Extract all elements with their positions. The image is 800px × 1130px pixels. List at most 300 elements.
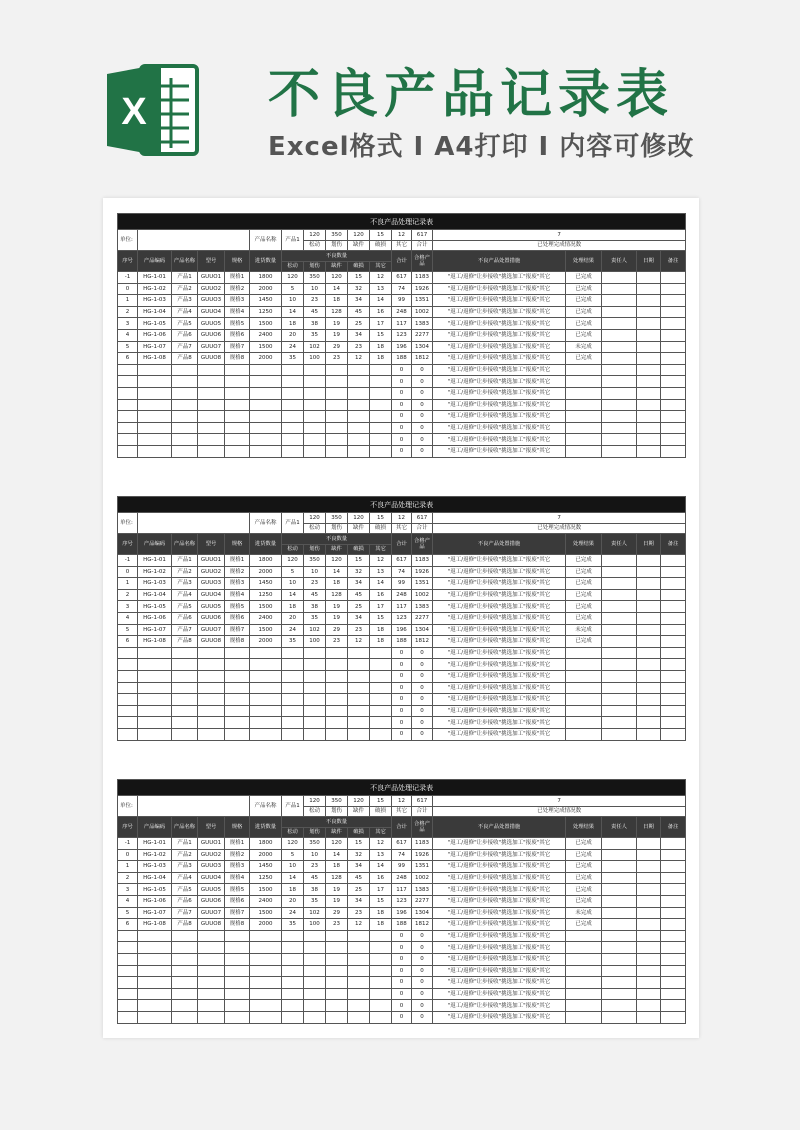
cell-name[interactable] [172, 694, 198, 706]
cell-total[interactable]: 0 [392, 434, 412, 446]
cell-total[interactable]: 123 [392, 329, 412, 341]
cell-defect[interactable]: 102 [304, 624, 326, 636]
cell-defect[interactable]: 14 [326, 566, 348, 578]
cell-result[interactable]: 已完成 [566, 861, 602, 873]
cell-total[interactable]: 0 [392, 659, 412, 671]
cell-defect[interactable] [304, 670, 326, 682]
cell-measure[interactable]: "返工/返修"让步接收"挑选加工"报废"其它 [433, 647, 566, 659]
cell-defect[interactable] [282, 399, 304, 411]
cell-spec[interactable]: 规格4 [225, 306, 250, 318]
cell-total[interactable]: 0 [392, 694, 412, 706]
cell-code[interactable] [138, 387, 172, 399]
cell-name[interactable]: 产品1 [172, 555, 198, 567]
cell-model[interactable] [198, 364, 225, 376]
cell-defect[interactable] [304, 694, 326, 706]
cell-code[interactable] [138, 1000, 172, 1012]
cell-code[interactable]: HG-1-02 [138, 849, 172, 861]
cell-qty[interactable] [250, 387, 282, 399]
cell-defect[interactable] [282, 647, 304, 659]
cell-model[interactable] [198, 942, 225, 954]
cell-qty[interactable]: 1250 [250, 306, 282, 318]
cell-measure[interactable]: "返工/返修"让步接收"挑选加工"报废"其它 [433, 682, 566, 694]
cell-measure[interactable]: "返工/返修"让步接收"挑选加工"报废"其它 [433, 364, 566, 376]
cell-result[interactable]: 已完成 [566, 589, 602, 601]
cell-name[interactable]: 产品8 [172, 353, 198, 365]
cell-good[interactable]: 0 [412, 682, 433, 694]
cell-defect[interactable]: 128 [326, 872, 348, 884]
cell-qty[interactable] [250, 647, 282, 659]
cell-code[interactable] [138, 953, 172, 965]
cell-owner[interactable] [602, 636, 637, 648]
cell-defect[interactable] [304, 411, 326, 423]
cell-spec[interactable]: 规格7 [225, 907, 250, 919]
cell-defect[interactable] [282, 977, 304, 989]
cell-defect[interactable] [348, 965, 370, 977]
cell-remark[interactable] [661, 272, 686, 284]
cell-owner[interactable] [602, 601, 637, 613]
cell-defect[interactable]: 18 [326, 578, 348, 590]
cell-date[interactable] [637, 1000, 661, 1012]
cell-good[interactable]: 1183 [412, 272, 433, 284]
cell-name[interactable]: 产品3 [172, 578, 198, 590]
cell-total[interactable]: 248 [392, 872, 412, 884]
cell-measure[interactable]: "返工/返修"让步接收"挑选加工"报废"其它 [433, 411, 566, 423]
cell-defect[interactable]: 23 [326, 919, 348, 931]
cell-total[interactable]: 0 [392, 988, 412, 1000]
cell-defect[interactable]: 14 [370, 578, 392, 590]
cell-model[interactable] [198, 399, 225, 411]
cell-qty[interactable]: 1500 [250, 341, 282, 353]
unit-field[interactable] [138, 796, 250, 817]
cell-result[interactable]: 已完成 [566, 895, 602, 907]
cell-qty[interactable]: 1500 [250, 318, 282, 330]
cell-seq[interactable]: 3 [118, 318, 138, 330]
cell-code[interactable]: HG-1-05 [138, 884, 172, 896]
cell-defect[interactable]: 13 [370, 849, 392, 861]
cell-spec[interactable] [225, 659, 250, 671]
cell-result[interactable] [566, 445, 602, 457]
cell-seq[interactable]: 1 [118, 861, 138, 873]
cell-date[interactable] [637, 612, 661, 624]
cell-model[interactable] [198, 717, 225, 729]
cell-code[interactable] [138, 364, 172, 376]
cell-model[interactable]: GUUO7 [198, 907, 225, 919]
cell-defect[interactable] [282, 670, 304, 682]
cell-result[interactable]: 未完成 [566, 341, 602, 353]
cell-name[interactable] [172, 977, 198, 989]
cell-remark[interactable] [661, 647, 686, 659]
cell-code[interactable]: HG-1-07 [138, 341, 172, 353]
cell-defect[interactable]: 20 [282, 329, 304, 341]
cell-result[interactable]: 已完成 [566, 636, 602, 648]
cell-model[interactable]: GUUO6 [198, 329, 225, 341]
cell-defect[interactable] [282, 953, 304, 965]
cell-result[interactable] [566, 659, 602, 671]
cell-measure[interactable]: "返工/返修"让步接收"挑选加工"报废"其它 [433, 1000, 566, 1012]
cell-defect[interactable]: 10 [304, 566, 326, 578]
cell-code[interactable]: HG-1-06 [138, 895, 172, 907]
cell-date[interactable] [637, 341, 661, 353]
cell-name[interactable] [172, 705, 198, 717]
cell-date[interactable] [637, 647, 661, 659]
cell-defect[interactable] [282, 988, 304, 1000]
cell-result[interactable] [566, 717, 602, 729]
cell-good[interactable]: 1383 [412, 318, 433, 330]
cell-measure[interactable]: "返工/返修"让步接收"挑选加工"报废"其它 [433, 965, 566, 977]
cell-owner[interactable] [602, 353, 637, 365]
cell-defect[interactable]: 12 [370, 272, 392, 284]
cell-defect[interactable]: 350 [304, 272, 326, 284]
cell-defect[interactable]: 12 [370, 555, 392, 567]
cell-spec[interactable] [225, 670, 250, 682]
cell-seq[interactable] [118, 422, 138, 434]
cell-good[interactable]: 0 [412, 670, 433, 682]
cell-defect[interactable]: 100 [304, 919, 326, 931]
cell-defect[interactable]: 38 [304, 884, 326, 896]
cell-defect[interactable] [348, 434, 370, 446]
cell-owner[interactable] [602, 919, 637, 931]
cell-defect[interactable] [348, 942, 370, 954]
cell-defect[interactable] [326, 445, 348, 457]
cell-defect[interactable]: 15 [370, 329, 392, 341]
cell-result[interactable] [566, 988, 602, 1000]
cell-qty[interactable]: 1450 [250, 295, 282, 307]
cell-defect[interactable] [304, 1000, 326, 1012]
cell-date[interactable] [637, 872, 661, 884]
cell-code[interactable] [138, 717, 172, 729]
cell-owner[interactable] [602, 705, 637, 717]
cell-seq[interactable]: -1 [118, 838, 138, 850]
cell-owner[interactable] [602, 306, 637, 318]
cell-defect[interactable] [348, 376, 370, 388]
cell-measure[interactable]: "返工/返修"让步接收"挑选加工"报废"其它 [433, 306, 566, 318]
cell-defect[interactable] [348, 445, 370, 457]
cell-defect[interactable] [304, 930, 326, 942]
cell-code[interactable]: HG-1-01 [138, 555, 172, 567]
cell-total[interactable]: 0 [392, 930, 412, 942]
cell-date[interactable] [637, 601, 661, 613]
cell-defect[interactable]: 16 [370, 306, 392, 318]
cell-defect[interactable]: 18 [326, 295, 348, 307]
cell-result[interactable] [566, 930, 602, 942]
cell-defect[interactable]: 45 [348, 872, 370, 884]
cell-defect[interactable] [348, 717, 370, 729]
cell-defect[interactable] [370, 399, 392, 411]
cell-qty[interactable] [250, 422, 282, 434]
cell-name[interactable]: 产品3 [172, 295, 198, 307]
cell-seq[interactable] [118, 1011, 138, 1023]
cell-result[interactable] [566, 942, 602, 954]
cell-defect[interactable]: 23 [348, 907, 370, 919]
cell-measure[interactable]: "返工/返修"让步接收"挑选加工"报废"其它 [433, 849, 566, 861]
cell-defect[interactable]: 23 [304, 861, 326, 873]
cell-spec[interactable]: 规格6 [225, 612, 250, 624]
cell-defect[interactable]: 120 [326, 272, 348, 284]
cell-result[interactable] [566, 694, 602, 706]
cell-qty[interactable]: 2400 [250, 329, 282, 341]
cell-code[interactable] [138, 399, 172, 411]
cell-owner[interactable] [602, 329, 637, 341]
cell-defect[interactable]: 120 [282, 555, 304, 567]
cell-measure[interactable]: "返工/返修"让步接收"挑选加工"报废"其它 [433, 872, 566, 884]
cell-remark[interactable] [661, 566, 686, 578]
cell-model[interactable] [198, 728, 225, 740]
cell-defect[interactable] [304, 434, 326, 446]
cell-name[interactable] [172, 988, 198, 1000]
cell-defect[interactable] [326, 694, 348, 706]
cell-defect[interactable] [304, 953, 326, 965]
cell-defect[interactable]: 19 [326, 895, 348, 907]
cell-good[interactable]: 1304 [412, 341, 433, 353]
cell-date[interactable] [637, 329, 661, 341]
cell-name[interactable]: 产品8 [172, 919, 198, 931]
cell-total[interactable]: 0 [392, 965, 412, 977]
cell-defect[interactable]: 350 [304, 555, 326, 567]
cell-measure[interactable]: "返工/返修"让步接收"挑选加工"报废"其它 [433, 942, 566, 954]
cell-qty[interactable] [250, 694, 282, 706]
cell-defect[interactable]: 19 [326, 884, 348, 896]
cell-measure[interactable]: "返工/返修"让步接收"挑选加工"报废"其它 [433, 353, 566, 365]
cell-defect[interactable]: 23 [304, 295, 326, 307]
cell-defect[interactable] [282, 411, 304, 423]
cell-measure[interactable]: "返工/返修"让步接收"挑选加工"报废"其它 [433, 578, 566, 590]
cell-defect[interactable]: 32 [348, 849, 370, 861]
cell-model[interactable]: GUUO4 [198, 589, 225, 601]
cell-defect[interactable] [304, 717, 326, 729]
cell-owner[interactable] [602, 422, 637, 434]
cell-qty[interactable] [250, 682, 282, 694]
cell-defect[interactable] [326, 670, 348, 682]
cell-defect[interactable] [370, 376, 392, 388]
cell-good[interactable]: 1351 [412, 295, 433, 307]
cell-date[interactable] [637, 694, 661, 706]
cell-defect[interactable] [370, 1011, 392, 1023]
cell-defect[interactable] [326, 1000, 348, 1012]
cell-name[interactable]: 产品5 [172, 601, 198, 613]
cell-name[interactable]: 产品7 [172, 624, 198, 636]
cell-defect[interactable] [326, 728, 348, 740]
cell-qty[interactable]: 2000 [250, 353, 282, 365]
cell-owner[interactable] [602, 884, 637, 896]
cell-defect[interactable]: 17 [370, 601, 392, 613]
cell-defect[interactable] [370, 364, 392, 376]
cell-defect[interactable] [370, 445, 392, 457]
cell-owner[interactable] [602, 589, 637, 601]
cell-owner[interactable] [602, 341, 637, 353]
cell-defect[interactable] [282, 694, 304, 706]
product-name-value[interactable]: 产品1 [282, 796, 304, 817]
cell-qty[interactable] [250, 399, 282, 411]
cell-seq[interactable] [118, 728, 138, 740]
cell-total[interactable]: 74 [392, 849, 412, 861]
cell-seq[interactable] [118, 445, 138, 457]
cell-qty[interactable]: 2400 [250, 612, 282, 624]
cell-measure[interactable]: "返工/返修"让步接收"挑选加工"报废"其它 [433, 272, 566, 284]
cell-remark[interactable] [661, 977, 686, 989]
cell-name[interactable]: 产品6 [172, 329, 198, 341]
cell-code[interactable] [138, 376, 172, 388]
cell-defect[interactable]: 18 [370, 341, 392, 353]
cell-seq[interactable] [118, 682, 138, 694]
cell-owner[interactable] [602, 682, 637, 694]
cell-defect[interactable] [348, 647, 370, 659]
cell-remark[interactable] [661, 884, 686, 896]
cell-result[interactable]: 已完成 [566, 872, 602, 884]
cell-qty[interactable]: 2000 [250, 849, 282, 861]
cell-defect[interactable]: 128 [326, 306, 348, 318]
cell-model[interactable] [198, 965, 225, 977]
cell-defect[interactable] [304, 445, 326, 457]
cell-date[interactable] [637, 422, 661, 434]
cell-qty[interactable]: 1450 [250, 578, 282, 590]
cell-code[interactable]: HG-1-05 [138, 318, 172, 330]
cell-seq[interactable] [118, 659, 138, 671]
cell-owner[interactable] [602, 965, 637, 977]
cell-model[interactable] [198, 434, 225, 446]
cell-spec[interactable] [225, 647, 250, 659]
cell-measure[interactable]: "返工/返修"让步接收"挑选加工"报废"其它 [433, 884, 566, 896]
cell-code[interactable]: HG-1-06 [138, 612, 172, 624]
cell-defect[interactable] [326, 965, 348, 977]
cell-good[interactable]: 1926 [412, 849, 433, 861]
cell-name[interactable] [172, 953, 198, 965]
cell-model[interactable]: GUUO2 [198, 849, 225, 861]
cell-model[interactable]: GUUO8 [198, 919, 225, 931]
cell-defect[interactable]: 17 [370, 318, 392, 330]
cell-total[interactable]: 74 [392, 283, 412, 295]
cell-code[interactable] [138, 965, 172, 977]
cell-total[interactable]: 617 [392, 272, 412, 284]
cell-total[interactable]: 99 [392, 295, 412, 307]
cell-date[interactable] [637, 445, 661, 457]
cell-good[interactable]: 0 [412, 1000, 433, 1012]
cell-owner[interactable] [602, 555, 637, 567]
cell-remark[interactable] [661, 682, 686, 694]
cell-name[interactable]: 产品4 [172, 872, 198, 884]
cell-total[interactable]: 0 [392, 942, 412, 954]
cell-defect[interactable] [370, 670, 392, 682]
cell-defect[interactable]: 25 [348, 884, 370, 896]
cell-spec[interactable] [225, 930, 250, 942]
cell-good[interactable]: 1926 [412, 566, 433, 578]
cell-defect[interactable]: 38 [304, 318, 326, 330]
cell-total[interactable]: 99 [392, 578, 412, 590]
cell-defect[interactable]: 35 [304, 612, 326, 624]
cell-spec[interactable]: 规格5 [225, 318, 250, 330]
cell-name[interactable]: 产品7 [172, 907, 198, 919]
cell-spec[interactable]: 规格7 [225, 341, 250, 353]
cell-date[interactable] [637, 318, 661, 330]
cell-owner[interactable] [602, 953, 637, 965]
cell-seq[interactable]: 3 [118, 884, 138, 896]
cell-model[interactable] [198, 705, 225, 717]
cell-name[interactable]: 产品2 [172, 849, 198, 861]
cell-owner[interactable] [602, 694, 637, 706]
cell-remark[interactable] [661, 422, 686, 434]
cell-defect[interactable] [348, 670, 370, 682]
cell-model[interactable]: GUUO3 [198, 578, 225, 590]
cell-good[interactable]: 0 [412, 445, 433, 457]
cell-total[interactable]: 248 [392, 306, 412, 318]
cell-remark[interactable] [661, 1011, 686, 1023]
cell-spec[interactable] [225, 682, 250, 694]
cell-qty[interactable] [250, 376, 282, 388]
cell-defect[interactable] [282, 728, 304, 740]
cell-remark[interactable] [661, 953, 686, 965]
cell-defect[interactable] [304, 387, 326, 399]
cell-date[interactable] [637, 919, 661, 931]
cell-code[interactable]: HG-1-02 [138, 283, 172, 295]
cell-defect[interactable] [282, 376, 304, 388]
cell-name[interactable] [172, 1011, 198, 1023]
cell-defect[interactable] [326, 705, 348, 717]
cell-remark[interactable] [661, 411, 686, 423]
cell-owner[interactable] [602, 728, 637, 740]
cell-defect[interactable]: 25 [348, 601, 370, 613]
cell-date[interactable] [637, 682, 661, 694]
cell-qty[interactable] [250, 965, 282, 977]
cell-name[interactable]: 产品4 [172, 306, 198, 318]
cell-owner[interactable] [602, 872, 637, 884]
cell-measure[interactable]: "返工/返修"让步接收"挑选加工"报废"其它 [433, 988, 566, 1000]
cell-defect[interactable]: 15 [348, 838, 370, 850]
cell-good[interactable]: 0 [412, 942, 433, 954]
cell-measure[interactable]: "返工/返修"让步接收"挑选加工"报废"其它 [433, 977, 566, 989]
cell-qty[interactable]: 2000 [250, 919, 282, 931]
cell-model[interactable]: GUUO4 [198, 306, 225, 318]
cell-remark[interactable] [661, 376, 686, 388]
cell-result[interactable] [566, 411, 602, 423]
cell-seq[interactable] [118, 953, 138, 965]
cell-measure[interactable]: "返工/返修"让步接收"挑选加工"报废"其它 [433, 283, 566, 295]
cell-defect[interactable]: 38 [304, 601, 326, 613]
cell-qty[interactable] [250, 364, 282, 376]
cell-qty[interactable]: 1500 [250, 601, 282, 613]
cell-owner[interactable] [602, 399, 637, 411]
cell-total[interactable]: 617 [392, 555, 412, 567]
cell-seq[interactable] [118, 977, 138, 989]
cell-model[interactable]: GUUO1 [198, 838, 225, 850]
cell-measure[interactable]: "返工/返修"让步接收"挑选加工"报废"其它 [433, 919, 566, 931]
cell-defect[interactable]: 19 [326, 612, 348, 624]
cell-spec[interactable] [225, 434, 250, 446]
cell-seq[interactable]: 6 [118, 636, 138, 648]
cell-defect[interactable] [282, 682, 304, 694]
cell-result[interactable]: 未完成 [566, 624, 602, 636]
cell-owner[interactable] [602, 1000, 637, 1012]
cell-remark[interactable] [661, 705, 686, 717]
cell-defect[interactable] [348, 705, 370, 717]
cell-defect[interactable]: 120 [282, 272, 304, 284]
cell-qty[interactable] [250, 728, 282, 740]
cell-defect[interactable] [304, 705, 326, 717]
cell-defect[interactable]: 34 [348, 612, 370, 624]
cell-seq[interactable] [118, 1000, 138, 1012]
cell-defect[interactable] [370, 705, 392, 717]
cell-date[interactable] [637, 705, 661, 717]
cell-model[interactable]: GUUO8 [198, 636, 225, 648]
cell-model[interactable] [198, 445, 225, 457]
cell-spec[interactable]: 规格2 [225, 283, 250, 295]
cell-good[interactable]: 0 [412, 422, 433, 434]
cell-owner[interactable] [602, 849, 637, 861]
cell-model[interactable]: GUUO2 [198, 566, 225, 578]
cell-code[interactable]: HG-1-02 [138, 566, 172, 578]
cell-name[interactable] [172, 411, 198, 423]
cell-name[interactable]: 产品5 [172, 318, 198, 330]
cell-seq[interactable]: 0 [118, 283, 138, 295]
cell-good[interactable]: 0 [412, 376, 433, 388]
